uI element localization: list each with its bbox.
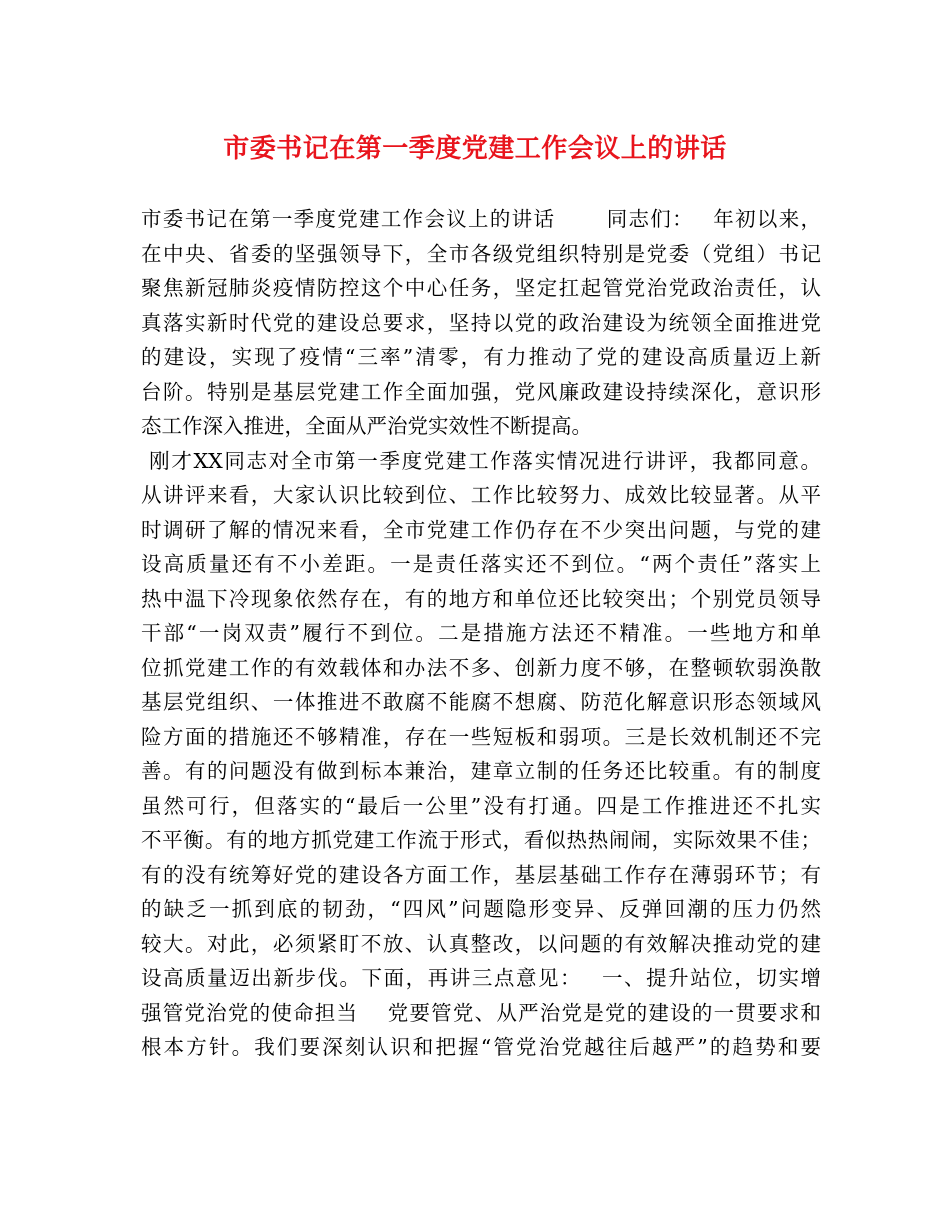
text-line: 从讲评来看，大家认识比较到位、工作比较努力、成效比较显著。从平 (141, 483, 821, 507)
text-line: 基层党组织、一体推进不敢腐不能腐不想腐、防范化解意识形态领域风 (141, 690, 821, 714)
text-line: 真落实新时代党的建设总要求，坚持以党的政治建设为统领全面推进党 (141, 310, 821, 335)
text-line: 不平衡。有的地方抓党建工作流于形式，看似热热闹闹，实际效果不佳； (141, 828, 821, 852)
text-line: 较大。对此，必须紧盯不放、认真整改，以问题的有效解决推动党的建 (141, 931, 821, 956)
text-line: 在中央、省委的坚强领导下，全市各级党组织特别是党委（党组）书记 (141, 241, 821, 266)
document-title: 市委书记在第一季度党建工作会议上的讲话 (223, 134, 727, 164)
text-line: 有的没有统筹好党的建设各方面工作，基层基础工作存在薄弱环节；有 (141, 862, 821, 887)
text-line: 设高质量迈出新步伐。下面，再讲三点意见： 一、提升站位，切实增 (141, 966, 821, 990)
text-line: 强管党治党的使命担当 党要管党、从严治党是党的建设的一贯要求和 (141, 1000, 821, 1025)
text-line: 的缺乏一抓到底的韧劲，“四风”问题隐形变异、反弹回潮的压力仍然 (141, 897, 821, 921)
text-line: 时调研了解的情况来看，全市党建工作仍存在不少突出问题，与党的建 (141, 517, 821, 542)
text-line: 的建设，实现了疫情“三率”清零，有力推动了党的建设高质量迈上新 (141, 345, 821, 369)
text-line: 设高质量还有不小差距。一是责任落实还不到位。“两个责任”落实上 (141, 552, 821, 576)
text-line: 干部“一岗双责”履行不到位。二是措施方法还不精准。一些地方和单 (141, 621, 821, 645)
document-body (141, 202, 821, 1065)
text-line: 善。有的问题没有做到标本兼治，建章立制的任务还比较重。有的制度 (141, 759, 821, 783)
text-line: 位抓党建工作的有效载体和办法不多、创新力度不够，在整顿软弱涣散 (141, 655, 821, 680)
text-line: 虽然可行，但落实的“最后一公里”没有打通。四是工作推进还不扎实 (141, 793, 821, 818)
text-line: 台阶。特别是基层党建工作全面加强，党风廉政建设持续深化，意识形 (141, 379, 821, 404)
text-line: 态工作深入推进，全面从严治党实效性不断提高。 (141, 414, 592, 438)
text-line: 市委书记在第一季度党建工作会议上的讲话 同志们： 年初以来， (141, 207, 821, 231)
text-line: 热中温下冷现象依然存在，有的地方和单位还比较突出；个别党员领导 (141, 586, 821, 611)
text-line: 根本方针。我们要深刻认识和把握“管党治党越往后越严”的趋势和要 (141, 1035, 821, 1059)
text-line: 刚才XX同志对全市第一季度党建工作落实情况进行讲评，我都同意。 (141, 448, 821, 473)
text-line: 险方面的措施还不够精准，存在一些短板和弱项。三是长效机制还不完 (141, 724, 821, 749)
text-line: 聚焦新冠肺炎疫情防控这个中心任务，坚定扛起管党治党政治责任，认 (141, 276, 821, 300)
